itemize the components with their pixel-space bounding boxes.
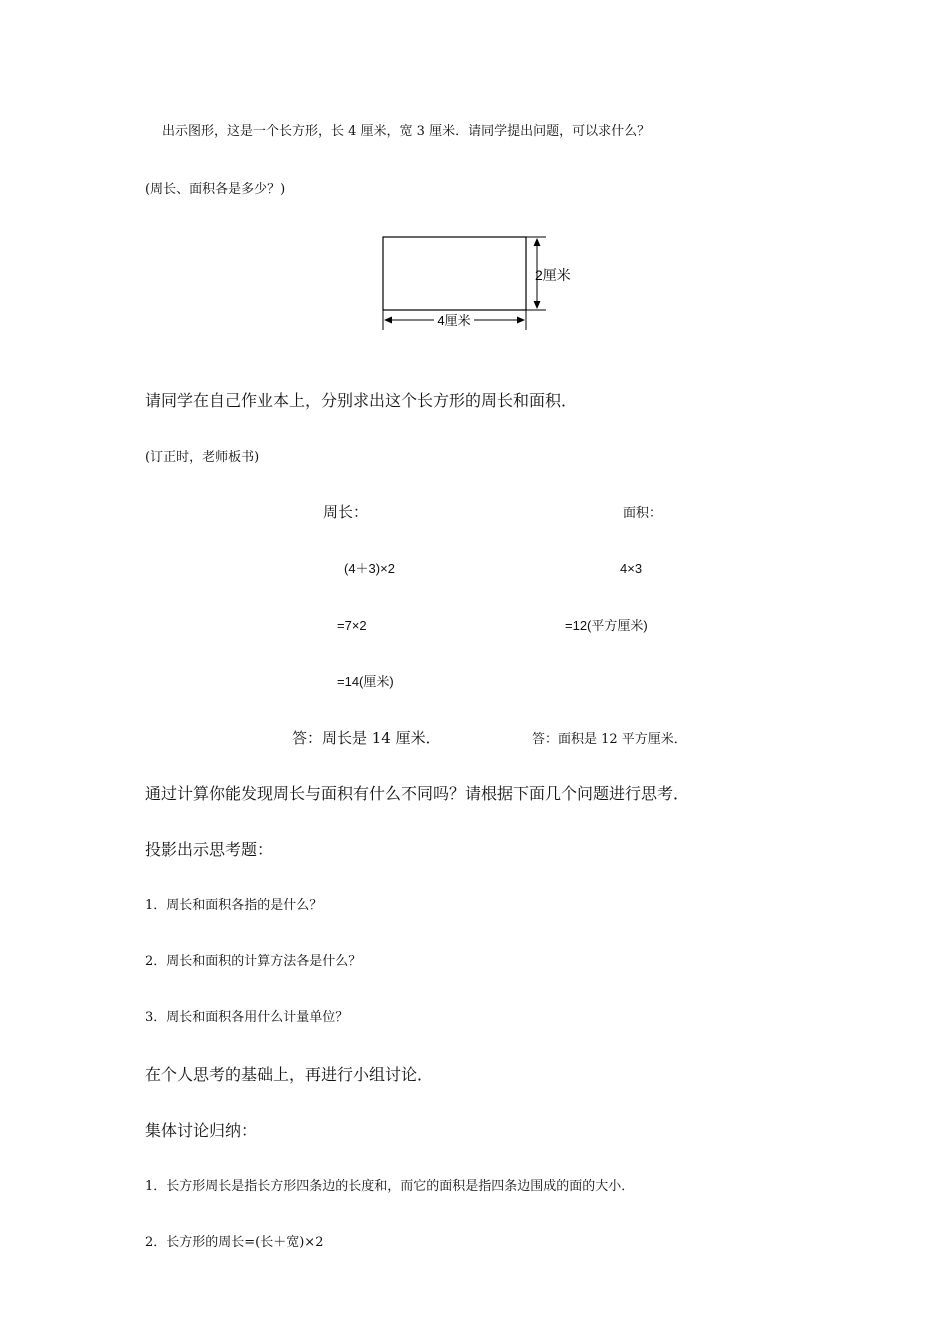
- area-step-2: =12(平方厘米): [565, 618, 648, 633]
- discover-text: 通过计算你能发现周长与面积有什么不同吗？请根据下面几个问题进行思考．: [145, 784, 690, 803]
- area-step-1: 4×3: [620, 561, 643, 576]
- group-discussion-text: 在个人思考的基础上，再进行小组讨论．: [145, 1065, 434, 1084]
- perimeter-heading: 周长：: [323, 503, 369, 521]
- area-heading: 面积：: [623, 506, 663, 521]
- perimeter-step-1: (4＋3)×2: [344, 561, 395, 576]
- rectangle-shape: [383, 237, 526, 310]
- task-text: 请同学在自己作业本上，分别求出这个长方形的周长和面积．: [145, 391, 578, 410]
- summary-item-1: 1．长方形周长是指长方形四条边的长度和，而它的面积是指四条边围成的面的大小．: [145, 1179, 635, 1194]
- perimeter-step-3: =14(厘米): [337, 674, 394, 689]
- height-label: 2厘米: [535, 267, 571, 283]
- summary-item-2: 2．长方形的周长=(长＋宽)×2: [145, 1235, 324, 1250]
- summary-title: 集体讨论归纳：: [145, 1121, 258, 1140]
- note-text: (订正时，老师板书): [145, 450, 260, 465]
- intro-line-2: (周长、面积各是多少？): [145, 182, 286, 197]
- rectangle-figure: [370, 228, 585, 336]
- width-arrow-left: [384, 317, 392, 324]
- area-answer: 答：面积是 12 平方厘米．: [532, 732, 687, 747]
- question-2: 2．周长和面积的计算方法各是什么？: [145, 954, 362, 969]
- projection-title: 投影出示思考题：: [145, 840, 274, 859]
- width-arrow-right: [517, 317, 525, 324]
- intro-line-1: 出示图形，这是一个长方形，长 4 厘米，宽 3 厘米．请同学提出问题，可以求什么？: [162, 124, 651, 139]
- question-3: 3．周长和面积各用什么计量单位？: [145, 1010, 349, 1025]
- perimeter-answer: 答：周长是 14 厘米．: [292, 729, 441, 747]
- width-label: 4厘米: [437, 313, 471, 328]
- height-arrow-down: [534, 301, 541, 309]
- question-1: 1．周长和面积各指的是什么？: [145, 898, 323, 913]
- perimeter-step-2: =7×2: [337, 618, 367, 633]
- height-arrow-up: [534, 238, 541, 246]
